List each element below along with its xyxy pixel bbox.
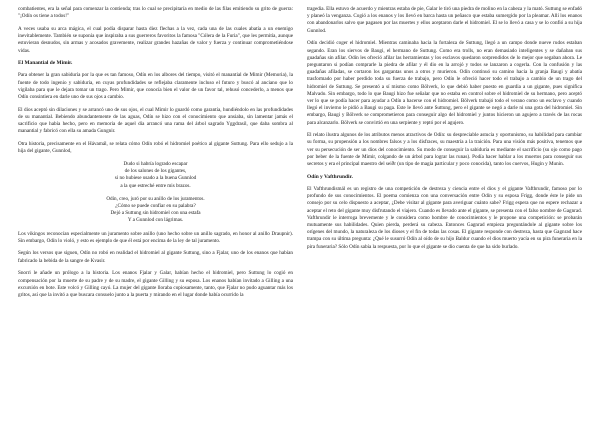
paragraph: El Vafthrundismál es un registro de una competición de destreza y ciencia entre el dios y el gigante Vafthrundir, famoso por lo profundo de sus conocimientos. El poema comienza con una conversación entre Odín y su esposa Frigg, donde éste le pide un consejo por su celo dispuesto a aceptar, ¿Debe visitar al gigante para averiguar cuánto sabe? Frigg espera que no espere rechazar a aceptar el reto del gigante muy disfrutando el viajero. Cuando es llevado ante el gigante, se presenta con el falso nombre de Gagnrad. Vafthrundir le interroga brevemente y le considera como hombre de conocimientos y le propone una competición: se probarán mutuamente sus habilidades. Quien pierda, perderá su cabeza. Entonces Gagnrad empieza preguntándole al gigante sobre los orígenes del mundo, la naturaleza de los dioses y el fin de todas las cosas. El gigante responde con destreza, hasta que Gagnrad hace trampa con su última pregunta: ¿Qué le susurró Odín al oído de su hijo Baldur cuando el dios muerto yacía en su pira funeraria en la pira funeraria? Sólo Odín sabía la respuesta, por lo que el gigante se dio cuenta de que ha sido burlado. — [307, 185, 582, 250]
verse-line: Y a Gunnlod con lágrimas. — [127, 217, 184, 224]
paragraph: A veces usaba su arca mágica, el cual podía disparar hasta diez flechas a la vez, cada una de las cuales abatía a un enemigo inevitablemente. También se suponía que inspiraba a sus guerreros favoritos la famosa "Cólera de la Furia", que les permitía, aunque estuvieran desnudos, sin armas y acosados gravemente, realizar grandes hazañas de valor y fuerza y continuar comprometiéndose vidas. — [18, 25, 293, 54]
verse-line: Odín, creo, juró por su anillo de los juramentos. — [106, 195, 205, 202]
paragraph: El relato ilustra algunos de los atributos menos atractivos de Odín: su despreciable astucia y oportunismo, su habilidad para cambiar su forma, su propensión a los nombres falsos y a los disfraces, su maestría a la traición. Para una visión más positiva, tenemos que ver su persecución de ser un dios del conocimiento. Su modo de conseguir la sabiduría es mediante el sacrificio (su ojo como pago por beber de la fuente de Mimir, colgando de un árbol para lograr las runas). Podía hacer hablar a los muertos para conseguir sus secretos y era el principal maestro del seiðr (un tipo de magia particular y poco conocida), tanto los cuervos, Hugin y Munin. — [307, 132, 582, 168]
verse-line: de los salones de los gigantes, — [124, 168, 187, 175]
paragraph: Según los versos que siguen, Odín no robó en realidad el hidromiel al gigante Suttung, sino a Fjalar, uno de los enanos que habían fabricado la bebida de la sangre de Kvasir. — [18, 250, 293, 264]
paragraph: Los vikingos reconocían especialmente un juramento sobre anillo (uno hecho sobre un anillo sagrado, en honor al anillo Draupnir). Sin embargo, Odín lo violó, y esto es ejemplo de que él está por encima de la ley de tal juramento. — [18, 230, 293, 244]
verse-line: ¿Cómo se puede confiar en su palabra? — [115, 202, 196, 209]
verse-line: Dudo si habría logrado escapar — [123, 160, 188, 167]
verse-stanza — [18, 196, 293, 225]
paragraph: Para obtener la gran sabiduría por la que es tan famoso, Odín en los albores del tiempo, visitó el manantial de Mimir (Memoria), la fuente de todo ingenio y sabiduría, en cuyas profundidades se reflejaba claramente incluso el futuro y buscó al anciano que lo vigilaba para que le dejara tomar un trago. Pero Mimir, que conocía bien el valor de un favor tal, rehusó concederlo, a menos que Odín consintiera en darle uno de sus ojos a cambio. — [18, 72, 293, 101]
left-column — [18, 6, 293, 424]
paragraph: El dios aceptó sin dilaciones y se arrancó uno de sus ojos, el cual Mimir lo guardó como garantía, hundiéndolo en las profundidades de su manantial. Bebiendo abundantemente de las aguas, Odín se hizo con el conocimiento que ansiaba, sin lamentar jamás el sacrificio que había hecho, pero en memoria de aquel día arrancó una rama del árbol sagrado Yggdrasil, que daba sombra al manantial y fabricó con ella su amada Gungnir. — [18, 106, 293, 135]
right-column — [307, 6, 582, 424]
paragraph: combatientes, era la señal para comenzar la contienda; tras lo cual se precipitaría en medio de las filas emitiendo su grito de guerra: "¡Odín os tiene a todos!" — [18, 6, 293, 20]
paragraph: tragedia. Ella estuvo de acuerdo y mientras estaba de pie, Galar le tiró una piedra de molino en la cabeza y la mató. Suttung se enfadó y planeó la venganza. Cogió a los enanos y los llevó en barca hasta un peñasco que estaba sumergido por la pleamar. Allí los enanos con abandonarlos salvo que pagasen por las muertes y ellos aceptaron darle el hidromiel. El se lo llevó a casa y se lo confió a su hija Gunnlod. — [307, 6, 582, 34]
verse-line: a la que estreché entre mis brazos. — [120, 182, 191, 189]
verse-line: si no hubiese usado a la buena Gunnlod — [114, 175, 197, 182]
verse-line: Dejó a Suttung sin hidromiel con una estafa — [110, 210, 201, 217]
paragraph: Odín decidió coger el hidromiel. Mientras caminaba hacia la fortaleza de Suttung, llegó a un campo donde nueve rudos estaban segando. Eran los siervos de Baugi, el hermano de Suttung. Como era trolls, no eran demasiado inteligentes y se dañaban sus guadañas sin afilar. Odín les ofreció afilar las herramientas y los esclavos quedaron sorprendidos de lo mejor que segaban ahora. Le preguntaron si podían comprarle la piedra de afilar y él dio en la arrojó y todos se lanzaron a cogerla. Con la confusión y las guadañas afiladas, se cortaron los gargantas unos a otros y murieron. Odín continuó su camino hacia la granja Baugi y abatía trasformado por haber perdido toda su fuerza de trabajo, pero Odín le ofreció hacer todo el trabajo a cambio de un trago del hidromiel de Suttung. Se presentó a sí mismo como Bölverk, lo que debió haber puesto en guardia a un gigante, pues significa Malvado. Sin embargo, todo lo que Baugi hizo fue señalar que no estaba en control sobre el hidromiel de su hermano, pero aceptó ver lo que se podía hacer para ayudar a Odín a hacerse con el hidromiel. Bölverk trabajó todo el verano como un esclavo y cuando llegó el invierno le pidió a Baugi su paga. Este le llevó ante Suttung, pero el gigante se negó a darle ni una gota del hidromiel. Sin embargo, Baugi y Bölverk se comprometieron para conseguir algo del hidromiel y juntos hicieron un agujero a través de las rocas para alcanzarlo. Bölverk se convirtió en una serpiente y reptó por el agujero. — [307, 40, 582, 126]
verse-stanza — [18, 161, 293, 190]
paragraph: Snorri le añade un prólogo a la historia. Los enanos Fjalar y Galar, habían hecho el hidromiel, pero Suttung lo cogió en compensación por la muerte de su padre y de su madre, el gigante Gilling y su esposa. Los enanos habían invitado a Gilling a una excursión en bote. Este volcó y Gilling cayó. La mujer del gigante lloraba copiosamente, tanto, que Fjalar no pudo aguantar más los gritos, así que la invitó a que buscara consuelo junto a la puerta y mirando en el lugar donde había ocurrido la — [18, 270, 293, 298]
section-heading: El Manantial de Mimir. — [18, 60, 73, 67]
section-heading: Odín y Vafthrundir. — [307, 173, 353, 180]
paragraph: Otra historia, precisamente en el Hávamál, se relata cómo Odín robó el hidromiel poético al gigante Suttung. Para ello sedujo a la hija del gigante, Gunnlod, — [18, 141, 293, 155]
